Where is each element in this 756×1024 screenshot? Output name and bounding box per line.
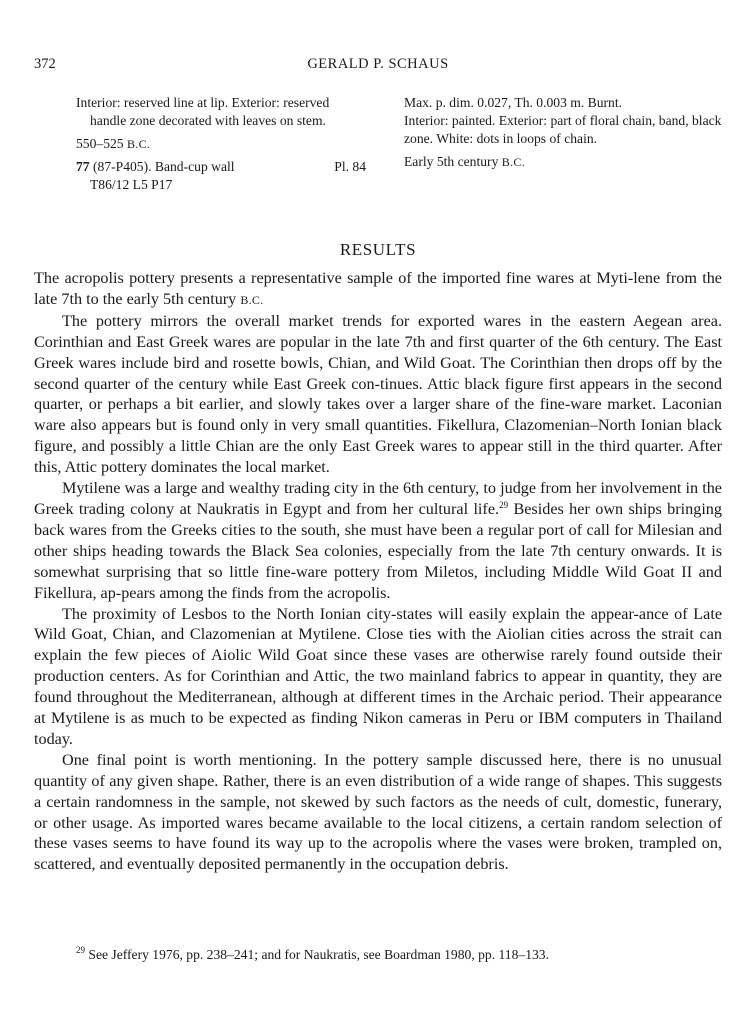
paragraph-4: The proximity of Lesbos to the North Ionian city-states will easily explain the appear-ance of Late Wild Goat, Chian, and Clazomenian at Mytilene. Close ties with the Aiolian cities across the strait can explain the few pieces of Aiolic Wild Goat since these vases are otherwise rarely found outside their production centers. As for Corinthian and Attic, the two mainland fabrics to appear in quantity, they are found throughout the Mediterranean, although at different times in the Archaic period. Their appearance at Mytilene is as much to be expected as finding Nikon cameras in Peru or IBM computers in Thailand today. bbox=[34, 604, 722, 748]
catalog-dimensions: Max. p. dim. 0.027, Th. 0.003 m. Burnt. bbox=[404, 95, 623, 110]
footnote-number: 29 bbox=[76, 945, 85, 955]
page-number: 372 bbox=[34, 56, 56, 72]
footnote bbox=[76, 946, 722, 964]
catalog-description: Interior: reserved line at lip. Exterior: reserved handle zone decorated with leaves on stem. bbox=[76, 95, 330, 128]
catalog-entry-title bbox=[76, 158, 235, 176]
catalog-number: 77 bbox=[76, 159, 90, 174]
catalog-entry-text: (87-P405). Band-cup wall bbox=[89, 159, 235, 174]
date-text: Early 5th century bbox=[404, 154, 499, 169]
plate-reference: Pl. 84 bbox=[334, 159, 366, 174]
catalog-entry-header bbox=[76, 158, 366, 176]
paragraph-5: One final point is worth mentioning. In the pottery sample discussed here, there is no unusual quantity of any given shape. Rather, there is an even distribution of a wide range of shapes. This suggests a certain randomness in the sample, not skewed by such factors as the needs of cult, domestic, funerary, or other usage. As imported wares became available to the local citizens, a certain random selection of these vases seems to have found its way up to the acropolis where the vases were broken, trampled on, scattered, and eventually deposited permanently in the occupation debris. bbox=[34, 750, 722, 874]
catalog-date bbox=[404, 153, 724, 171]
running-title: GERALD P. SCHAUS bbox=[307, 56, 449, 72]
footnote-text: See Jeffery 1976, pp. 238–241; and for Naukratis, see Boardman 1980, pp. 118–133. bbox=[85, 947, 549, 962]
paragraph-1: The acropolis pottery presents a representative sample of the imported fine wares at Myti-lene from the late 7th to the early 5th century B.C. bbox=[34, 269, 722, 308]
catalog-column-left bbox=[76, 94, 366, 194]
era-label: B.C. bbox=[501, 155, 525, 169]
paragraph-2: The pottery mirrors the overall market trends for exported wares in the eastern Aegean area. Corinthian and East Greek wares are popular in the late 7th and first quarter of the 6th century. The East Greek wares include bird and rosette bowls, Chian, and Wild Goat. The Corinthian then drops off by the second quarter of the century while East Greek con-tinues. Attic black figure first appears in the second quarter, or perhaps a bit earlier, and slowly takes over a larger share of the fine-ware market. Laconian ware also appears but is found only in very small quantities. Fikellura, Clazomenian–North Ionian black figure, and possibly a little Chian are the only East Greek wares to appear still in the third quarter. After this, Attic pottery dominates the local market. bbox=[34, 311, 722, 477]
catalog-location: T86/12 L5 P17 bbox=[90, 177, 173, 192]
era-label: B.C. bbox=[126, 137, 151, 151]
era-label: B.C. bbox=[240, 292, 264, 307]
paragraph-3: Mytilene was a large and wealthy trading city in the 6th century, to judge from her involvement in the Greek trading colony at Naukratis in Egypt and from her cultural life.$^{29}$ Besides her own ships bringing back wares from the Greeks cities to the south, she must have been a regular port of call for Milesian and other ships heading towards the Black Sea colonies, especially from the late 7th century onwards. It is somewhat surprising that so little fine-ware pottery from Miletos, including Middle Wild Goat II and Fikellura, ap-pears among the finds from the acropolis. bbox=[34, 479, 722, 602]
catalog-column-right bbox=[404, 94, 724, 171]
section-heading: RESULTS bbox=[339, 240, 417, 259]
body-text bbox=[34, 268, 722, 875]
date-range: 550–525 bbox=[76, 136, 124, 151]
catalog-date bbox=[76, 135, 366, 153]
catalog-description: Interior: painted. Exterior: part of floral chain, band, black zone. White: dots in loops of chain. bbox=[404, 113, 722, 146]
running-header bbox=[34, 56, 722, 78]
footnote-marker[interactable]: 29 bbox=[499, 499, 509, 510]
